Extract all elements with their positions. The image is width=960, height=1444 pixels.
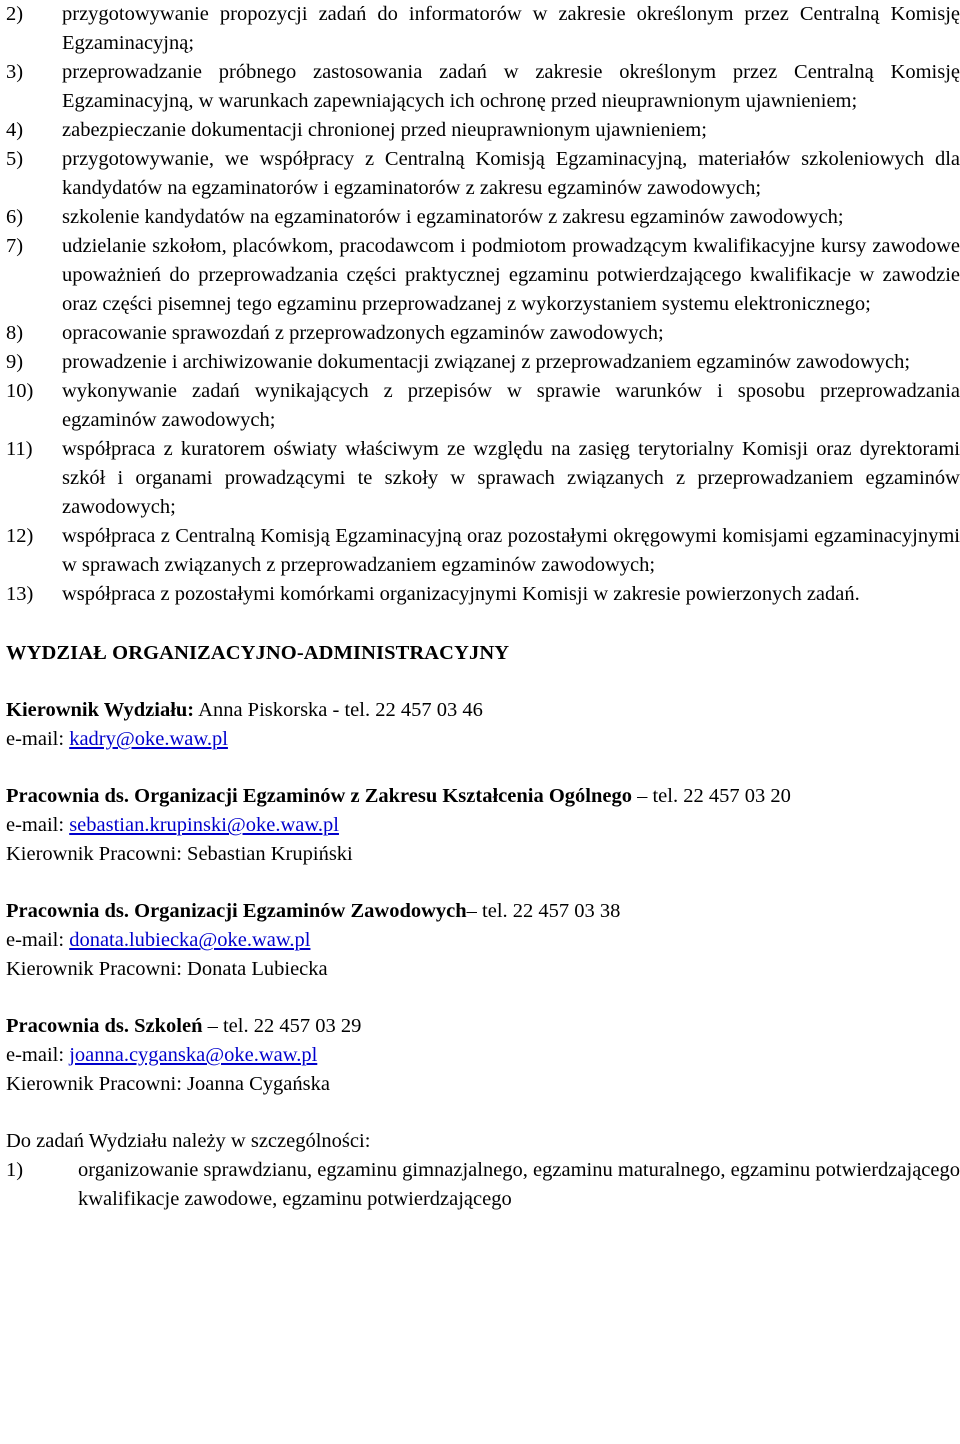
list-item-text: zabezpieczanie dokumentacji chronionej przed nieuprawnionym ujawnieniem; — [62, 119, 707, 141]
list-item-text: przygotowywanie, we współpracy z Centralną Komisją Egzaminacyjną, materiałów szkoleniowych dla kandydatów na egzaminatorów i egzaminatorów z zakresu egzaminów zawodowych; — [62, 148, 960, 199]
unit-manager: Kierownik Pracowni: Joanna Cygańska — [6, 1073, 330, 1095]
unit-vocational-exams — [0, 897, 960, 984]
list-item: 1) organizowanie sprawdzianu, egzaminu gimnazjalnego, egzaminu maturalnego, egzaminu potwierdzającego kwalifikacje zawodowe, egzaminu potwierdzającego — [6, 1159, 960, 1210]
unit-manager: Kierownik Pracowni: Sebastian Krupiński — [6, 843, 353, 865]
list-item-text: współpraca z pozostałymi komórkami organizacyjnymi Komisji w zakresie powierzonych zadań. — [62, 583, 860, 605]
email-label: e-mail: — [6, 1044, 70, 1066]
list-item: 11) współpraca z kuratorem oświaty właściwym ze względu na zasięg terytorialny Komisji oraz dyrektorami szkół i organami prowadzącymi te szkoły w sprawach związanych z przeprowadzaniem egzaminów zawodowych; — [6, 438, 960, 518]
list-item: 2) przygotowywanie propozycji zadań do informatorów w zakresie określonym przez Centralną Komisję Egzaminacyjną; — [6, 3, 960, 54]
list-item: 9) prowadzenie i archiwizowanie dokumentacji związanej z przeprowadzaniem egzaminów zawodowych; — [6, 351, 911, 373]
list-item-text: udzielanie szkołom, placówkom, pracodawcom i podmiotom prowadzącym kwalifikacyjne kursy zawodowe upoważnień do przeprowadzania części praktycznej egzaminu potwierdzającego kwalifikacje w zawodzie oraz części pisemnej tego egzaminu przeprowadzanej z wykorzystaniem systemu elektronicznego; — [62, 235, 960, 315]
unit-manager: Kierownik Pracowni: Donata Lubiecka — [6, 958, 328, 980]
list-item-text: szkolenie kandydatów na egzaminatorów i egzaminatorów z zakresu egzaminów zawodowych; — [62, 206, 844, 228]
tasks-intro: Do zadań Wydziału należy w szczególności: — [6, 1130, 371, 1152]
list-item: 8) opracowanie sprawozdań z przeprowadzonych egzaminów zawodowych; — [6, 322, 664, 344]
list-item: 12) współpraca z Centralną Komisją Egzaminacyjną oraz pozostałymi okręgowymi komisjami egzaminacyjnymi w sprawach związanych z przeprowadzaniem egzaminów zawodowych; — [6, 525, 960, 576]
list-item-text: współpraca z Centralną Komisją Egzaminacyjną oraz pozostałymi okręgowymi komisjami egzaminacyjnymi w sprawach związanych z przeprowadzaniem egzaminów zawodowych; — [62, 525, 960, 576]
list-item: 4) zabezpieczanie dokumentacji chronionej przed nieuprawnionym ujawnieniem; — [6, 119, 707, 141]
unit-title: Pracownia ds. Organizacji Egzaminów z Zakresu Kształcenia Ogólnego — [6, 785, 632, 807]
list-item-text: przeprowadzanie próbnego zastosowania zadań w zakresie określonym przez Centralną Komisję Egzaminacyjną, w warunkach zapewniających ich ochronę przed nieuprawnionym ujawnieniem; — [62, 61, 960, 112]
unit-phone: – tel. 22 457 03 29 — [202, 1015, 362, 1037]
email-label: e-mail: — [6, 728, 70, 750]
unit-title: Pracownia ds. Organizacji Egzaminów Zawodowych — [6, 900, 467, 922]
list-item: 13) współpraca z pozostałymi komórkami organizacyjnymi Komisji w zakresie powierzonych zadań. — [6, 583, 860, 605]
list-item-text: organizowanie sprawdzianu, egzaminu gimnazjalnego, egzaminu maturalnego, egzaminu potwierdzającego kwalifikacje zawodowe, egzaminu potwierdzającego — [78, 1159, 960, 1210]
unit-email-link[interactable]: joanna.cyganska@oke.waw.pl — [69, 1044, 318, 1066]
unit-general-exams — [0, 782, 960, 869]
unit-training — [0, 1012, 960, 1099]
list-item-text: prowadzenie i archiwizowanie dokumentacji związanej z przeprowadzaniem egzaminów zawodowych; — [62, 351, 911, 373]
tasks-list-continued — [0, 0, 960, 609]
email-label: e-mail: — [6, 929, 70, 951]
list-item: 6) szkolenie kandydatów na egzaminatorów i egzaminatorów z zakresu egzaminów zawodowych; — [6, 206, 844, 228]
unit-phone: – tel. 22 457 03 38 — [466, 900, 621, 922]
email-label: e-mail: — [6, 814, 70, 836]
list-item: 7) udzielanie szkołom, placówkom, pracodawcom i podmiotom prowadzącym kwalifikacyjne kursy zawodowe upoważnień do przeprowadzania części praktycznej egzaminu potwierdzającego kwalifikacje w zawodzie oraz części pisemnej tego egzaminu przeprowadzanej z wykorzystaniem systemu elektronicznego; — [6, 235, 960, 315]
unit-title: Pracownia ds. Szkoleń — [6, 1015, 203, 1037]
list-item: 10) wykonywanie zadań wynikających z przepisów w sprawie warunków i sposobu przeprowadzania egzaminów zawodowych; — [6, 380, 960, 431]
list-item-text: współpraca z kuratorem oświaty właściwym ze względu na zasięg terytorialny Komisji oraz dyrektorami szkół i organami prowadzącymi te szkoły w sprawach związanych z przeprowadzaniem egzaminów zawodowych; — [62, 438, 960, 518]
head-email-link[interactable]: kadry@oke.waw.pl — [69, 728, 228, 750]
list-item: 5) przygotowywanie, we współpracy z Centralną Komisją Egzaminacyjną, materiałów szkoleniowych dla kandydatów na egzaminatorów i egzaminatorów z zakresu egzaminów zawodowych; — [6, 148, 960, 199]
unit-email-link[interactable]: donata.lubiecka@oke.waw.pl — [69, 929, 311, 951]
list-item-text: opracowanie sprawozdań z przeprowadzonych egzaminów zawodowych; — [62, 322, 664, 344]
head-label: Kierownik Wydziału: — [6, 699, 195, 721]
unit-phone: – tel. 22 457 03 20 — [631, 785, 791, 807]
head-contact: Anna Piskorska - tel. 22 457 03 46 — [194, 699, 483, 721]
list-item-text: wykonywanie zadań wynikających z przepisów w sprawie warunków i sposobu przeprowadzania egzaminów zawodowych; — [62, 380, 960, 431]
section-title: WYDZIAŁ ORGANIZACYJNO-ADMINISTRACYJNY — [6, 642, 510, 664]
unit-email-link[interactable]: sebastian.krupinski@oke.waw.pl — [69, 814, 339, 836]
tasks-list — [0, 1156, 960, 1214]
list-item-text: przygotowywanie propozycji zadań do informatorów w zakresie określonym przez Centralną Komisję Egzaminacyjną; — [62, 3, 960, 54]
department-head — [0, 696, 960, 754]
list-item: 3) przeprowadzanie próbnego zastosowania zadań w zakresie określonym przez Centralną Komisję Egzaminacyjną, w warunkach zapewniających ich ochronę przed nieuprawnionym ujawnieniem; — [6, 61, 960, 112]
